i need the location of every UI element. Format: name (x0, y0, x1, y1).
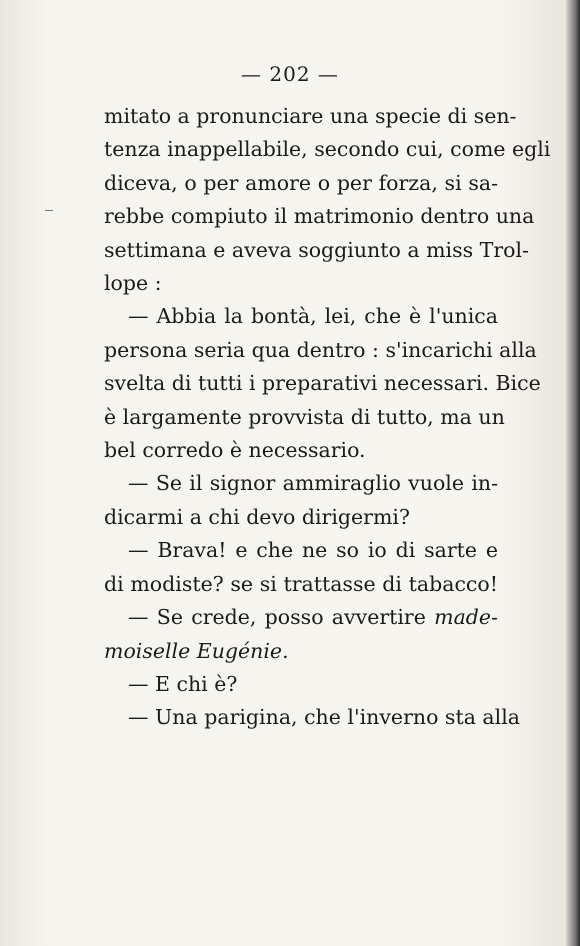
text-line (104, 601, 498, 634)
text-line: — Se il signor ammiraglio vuole in- (128, 471, 498, 496)
page-edge-shadow (566, 0, 580, 946)
body-text (104, 100, 551, 735)
margin-mark (45, 210, 53, 211)
italic-word: made- (434, 605, 498, 630)
text-line: bel corredo è necessario. (104, 438, 366, 463)
text-line: è largamente provvista di tutto, ma un (104, 404, 505, 429)
text-line: persona seria qua dentro : s'incarichi alla (104, 337, 537, 362)
text-fragment: — Se crede, posso avvertire (128, 605, 426, 630)
text-line: lope : (104, 271, 162, 296)
text-line: svelta di tutti i preparativi necessari. Bice (104, 371, 541, 396)
text-line: — E chi è? (128, 671, 238, 696)
text-line: rebbe compiuto il matrimonio dentro una (104, 204, 535, 229)
page-number: — 202 — (241, 62, 339, 86)
text-line: — Brava! e che ne so io di sarte e (128, 538, 498, 563)
text-line: settimana e aveva soggiunto a miss Trol- (104, 237, 529, 262)
text-line: diceva, o per amore o per forza, si sa- (104, 170, 498, 195)
text-line: dicarmi a chi devo dirigermi? (104, 504, 410, 529)
text-line: di modiste? se si trattasse di tabacco! (104, 571, 498, 596)
text-line: — Una parigina, che l'inverno sta alla (128, 705, 520, 730)
text-line: mitato a pronunciare una specie di sen- (104, 104, 517, 128)
text-line: — Abbia la bontà, lei, che è l'unica (128, 304, 498, 329)
text-line: moiselle Eugénie. (104, 638, 289, 663)
text-line: tenza inappellabile, secondo cui, come egli (104, 137, 551, 162)
